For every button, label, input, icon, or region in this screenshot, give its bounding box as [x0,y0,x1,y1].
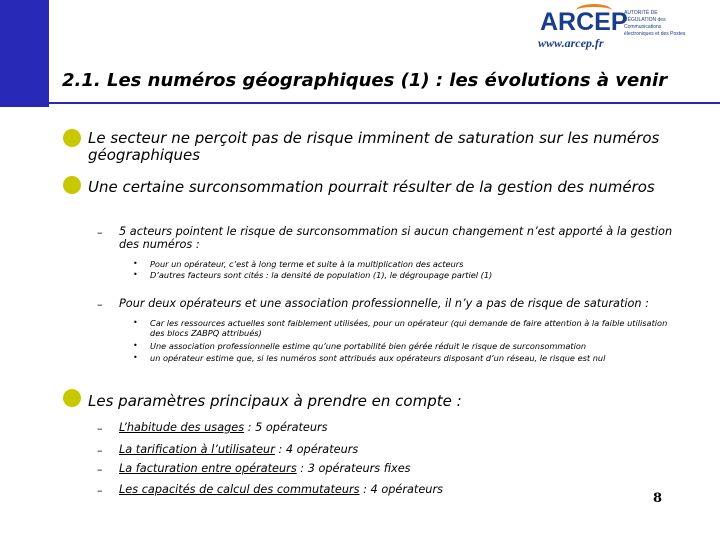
parameter-detail: : 4 opérateurs [359,483,443,496]
parameter-item [119,421,679,434]
sub-item-1: 5 acteurs pointent le risque de surconsommation si aucun changement n’est apporté à la gestion des numéros : [119,225,673,251]
sub-point-1-1: Pour un opérateur, c’est à long terme et suite à la multiplication des acteurs [150,259,464,269]
logo-tagline: AUTORITÉ DE RÉGULATION des Communications électroniques et des Postes [624,10,686,37]
dash-marker: – [97,463,103,476]
point-marker: • [133,259,138,268]
logo-name: ARCEP [540,8,628,36]
point-marker: • [133,353,138,362]
parameter-detail: : 5 opérateurs [244,421,328,434]
bullet-marker [63,176,81,194]
dash-marker: – [97,484,103,497]
parameter-item [119,443,679,456]
dash-marker: – [97,226,103,239]
logo-url: www.arcep.fr [538,36,604,50]
parameter-label: Les capacités de calcul des commutateurs [119,483,360,496]
parameter-label: La facturation entre opérateurs [119,462,297,475]
parameter-label: L’habitude des usages [119,421,245,434]
slide-title: 2.1. Les numéros géographiques (1) : les évolutions à venir [62,70,668,91]
parameter-label: La tarification à l’utilisateur [119,443,275,456]
bullet-marker [63,129,81,147]
arcep-logo [538,8,688,52]
header-blue-block [0,0,49,107]
header-divider [49,102,720,104]
bullet-marker [63,389,81,407]
parameter-detail: : 4 opérateurs [274,443,359,456]
point-marker: • [133,341,138,350]
dash-marker: – [97,444,103,457]
bullet-text-2: Une certaine surconsommation pourrait résulter de la gestion des numéros [88,178,655,196]
point-marker: • [133,270,138,279]
sub-point-1-2: D’autres facteurs sont cités : la densité de population (1), le dégroupage partiel (1) [150,270,493,280]
dash-marker: – [97,422,103,435]
parameter-detail: : 3 opérateurs fixes [296,462,411,475]
dash-marker: – [97,298,103,311]
point-marker: • [133,318,138,327]
bullet-text-1: Le secteur ne perçoit pas de risque imminent de saturation sur les numéros géographiques [88,129,660,164]
page-number: 8 [653,491,663,506]
sub-point-2-3: un opérateur estime que, si les numéros sont attribués aux opérateurs disposant d’un réseau, le risque est nul [150,353,606,363]
sub-point-2-1: Car les ressources actuelles sont faiblement utilisées, pour un opérateur (qui demande de faire attention à la faible utilisation des blocs ZABPQ attribués) [150,318,668,338]
bullet-text-3: Les paramètres principaux à prendre en compte : [88,392,462,410]
sub-item-2: Pour deux opérateurs et une association professionnelle, il n’y a pas de risque de saturation : [119,297,649,310]
parameter-item [119,483,679,496]
parameter-item [119,462,679,475]
sub-point-2-2: Une association professionnelle estime qu’une portabilité bien gérée réduit le risque de surconsommation [150,341,587,351]
